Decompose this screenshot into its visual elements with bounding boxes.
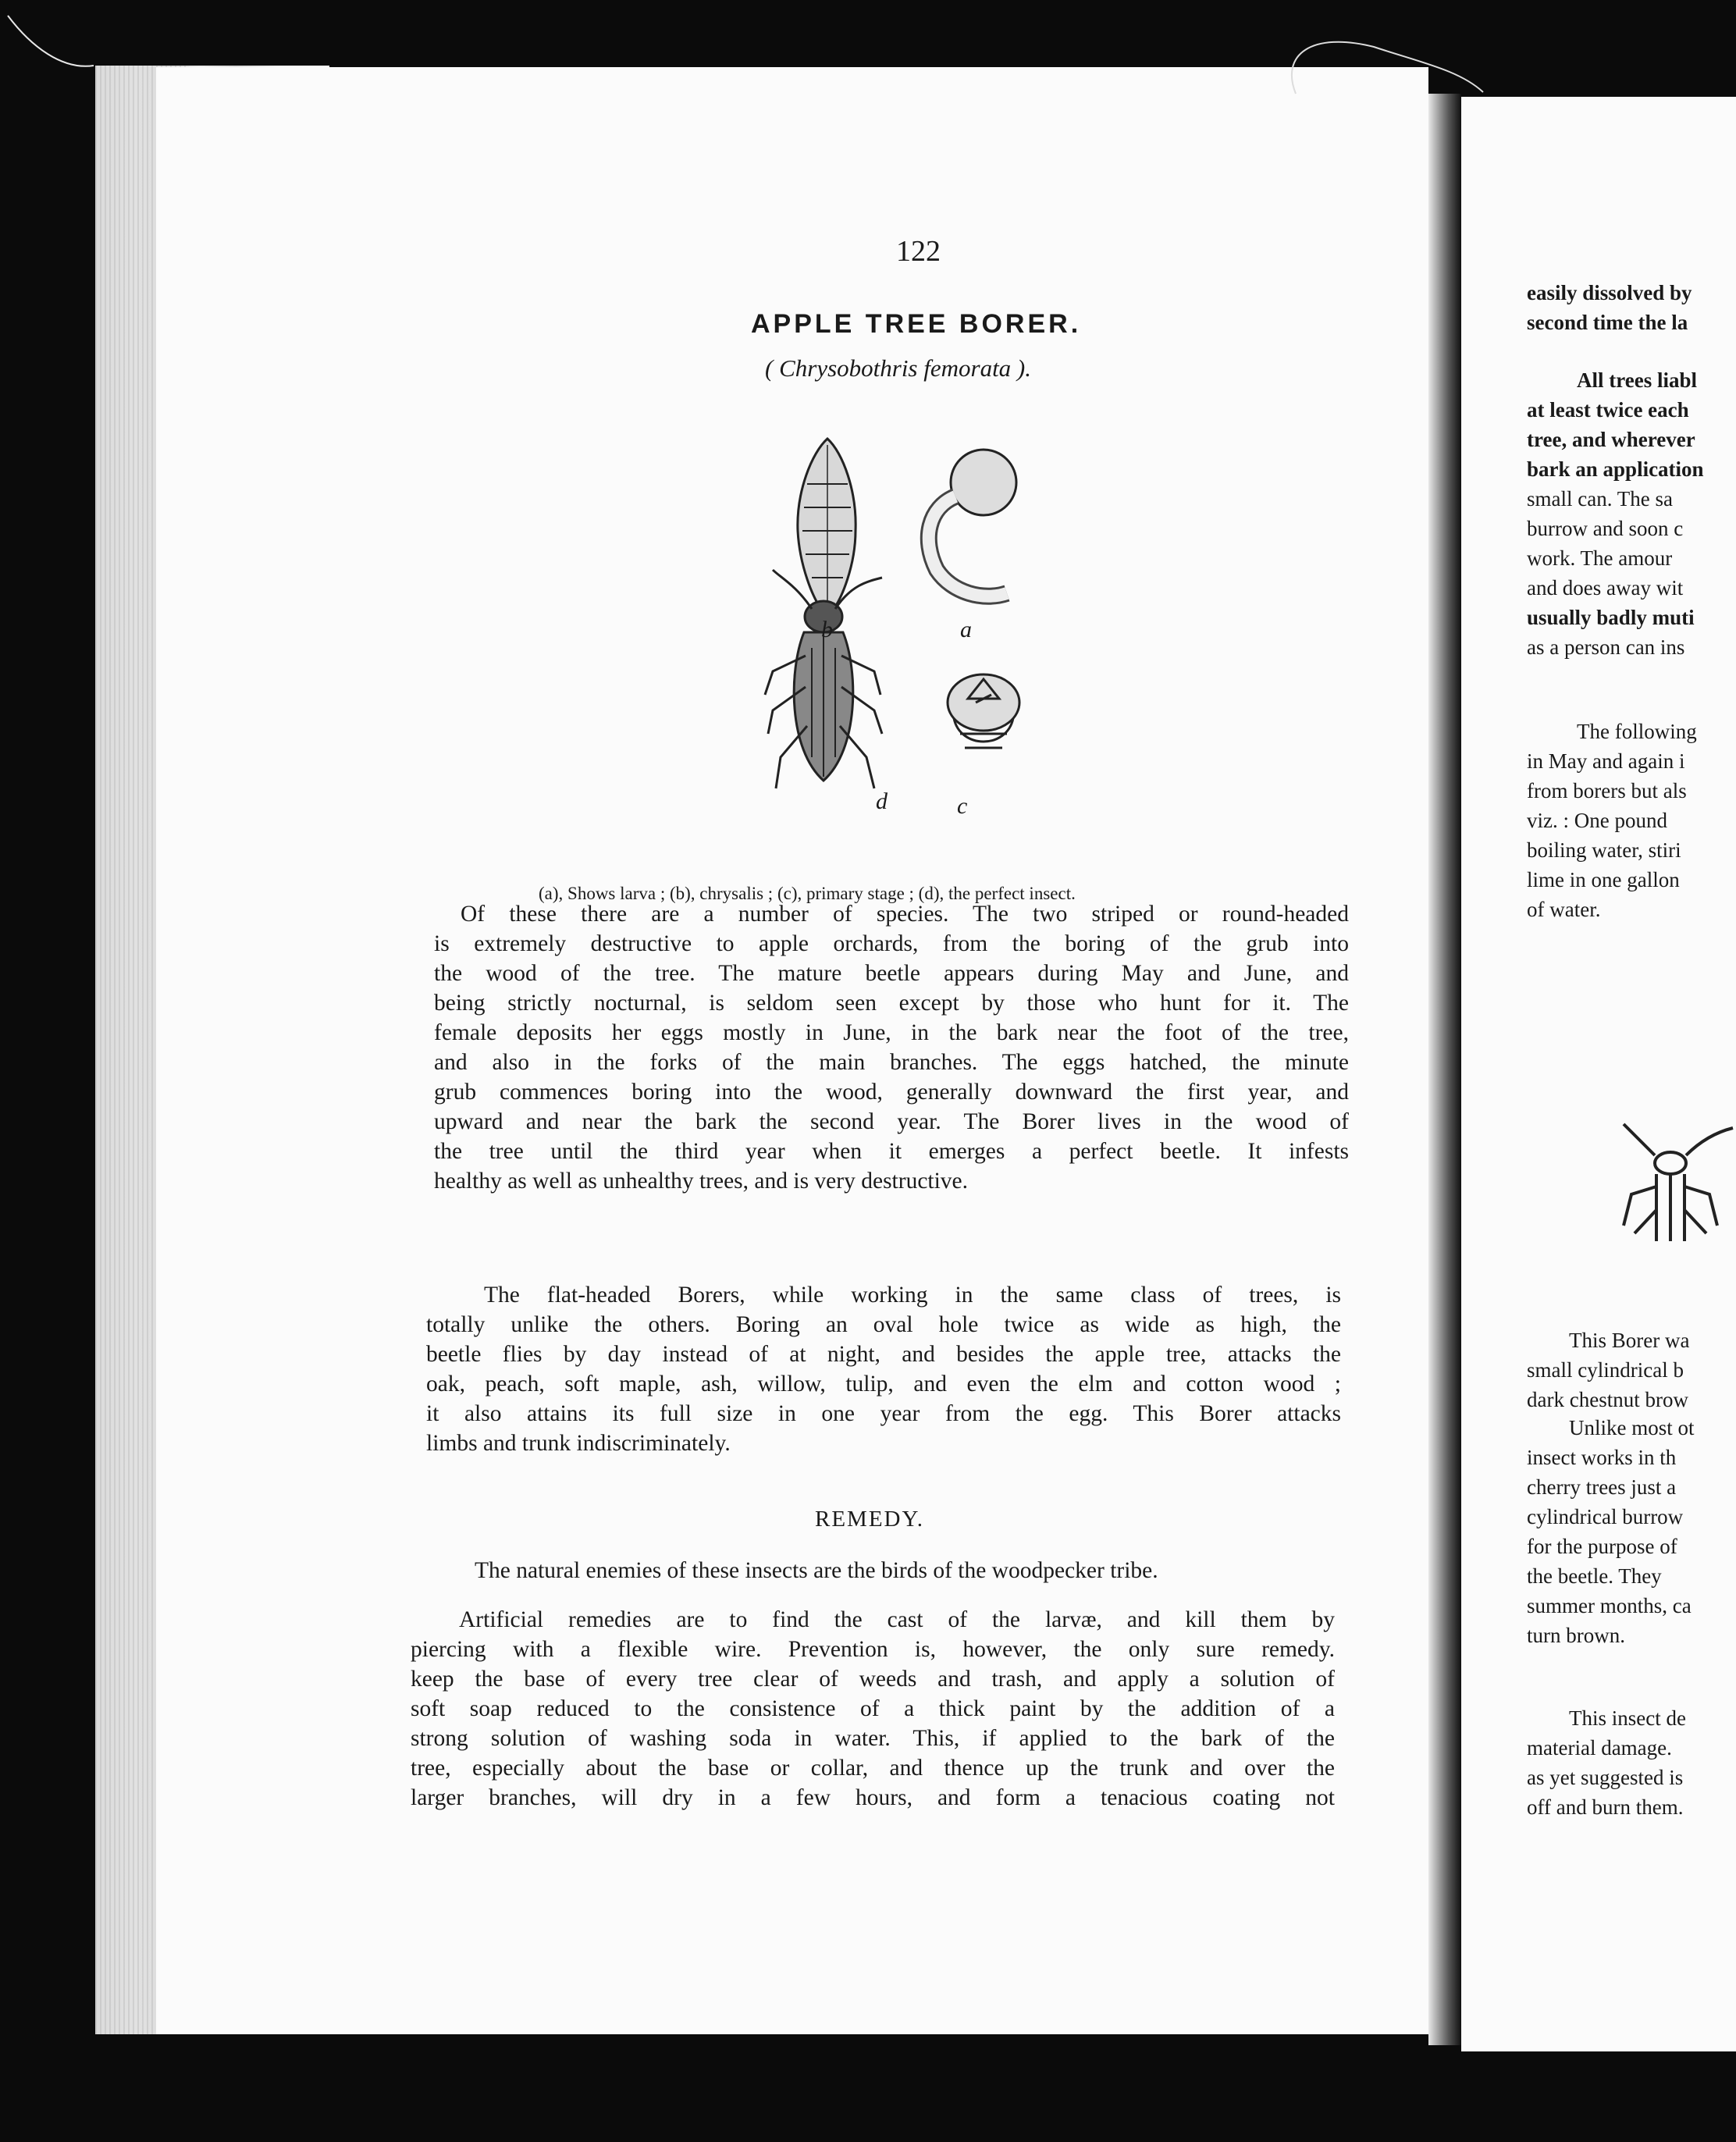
right-block-4 (1527, 1325, 1689, 1414)
text-line: piercing with a flexible wire. Prevention is, however, the only sure remedy. (411, 1637, 1335, 1662)
thread-decoration (0, 0, 1736, 156)
remedy-heading: REMEDY. (815, 1507, 924, 1532)
text-line: from borers but als (1527, 779, 1687, 802)
larva-figure (929, 450, 1016, 596)
right-block-1 (1527, 278, 1692, 337)
text-line: as a person can ins (1527, 635, 1685, 659)
small-beetle-illustration (1608, 1108, 1736, 1257)
text-line: usually badly muti (1527, 606, 1695, 629)
text-line: dark chestnut brow (1527, 1388, 1688, 1411)
text-line: female deposits her eggs mostly in June, in the bark near the foot of the tree, (434, 1020, 1349, 1045)
text-line: material damage. (1527, 1736, 1672, 1760)
text-line: larger branches, will dry in a few hours, and form a tenacious coating not (411, 1785, 1335, 1810)
text-line: totally unlike the others. Boring an oval hole twice as wide as high, the (426, 1312, 1341, 1337)
right-block-3 (1527, 717, 1697, 924)
remedy-paragraph-artificial (411, 1605, 1335, 1813)
figure-label-b: b (821, 617, 833, 642)
page-number: 122 (896, 235, 941, 268)
text-line: being strictly nocturnal, is seldom seen except by those who hunt for it. The (434, 991, 1349, 1016)
text-line: the wood of the tree. The mature beetle appears during May and June, and (434, 961, 1349, 986)
text-line: bark an application (1527, 457, 1704, 481)
text-line: small can. The sa (1527, 487, 1673, 511)
text-line: cherry trees just a (1527, 1475, 1677, 1499)
text-line: healthy as well as unhealthy trees, and is very destructive. (434, 1169, 969, 1194)
text-line: of water. (1527, 898, 1601, 921)
text-line: The flat-headed Borers, while working in the same class of trees, is (484, 1283, 1341, 1308)
figure-caption: (a), Shows larva ; (b), chrysalis ; (c), primary stage ; (d), the perfect insect. (539, 884, 1076, 903)
text-line: work. The amour (1527, 546, 1673, 570)
text-line: for the purpose of (1527, 1535, 1677, 1558)
book-gutter (1428, 94, 1461, 2045)
text-line: boiling water, stiri (1527, 838, 1681, 862)
text-line: small cylindrical b (1527, 1358, 1684, 1382)
text-line: turn brown. (1527, 1624, 1625, 1647)
text-line: This Borer wa (1569, 1329, 1690, 1352)
text-line: the tree until the third year when it emerges a perfect beetle. It infests (434, 1139, 1349, 1164)
text-line: burrow and soon c (1527, 517, 1684, 540)
figure-label-d: d (876, 788, 888, 814)
chrysalis-figure (798, 439, 856, 617)
text-line: second time the la (1527, 311, 1688, 334)
primary-stage-figure (948, 674, 1019, 748)
insect-illustration (749, 422, 1077, 843)
text-line: tree, especially about the base or collar, and thence up the trunk and over the (411, 1756, 1335, 1781)
text-line: soft soap reduced to the consistence of a thick paint by the addition of a (411, 1696, 1335, 1721)
text-line: The following (1577, 720, 1697, 743)
text-line: Of these there are a number of species. The two striped or round-headed (461, 902, 1349, 927)
text-line: and does away wit (1527, 576, 1684, 600)
beetle-figure (765, 570, 882, 788)
text-line: oak, peach, soft maple, ash, willow, tulip, and even the elm and cotton wood ; (426, 1372, 1341, 1397)
text-line: at least twice each (1527, 398, 1689, 422)
text-line: and also in the forks of the main branches. The eggs hatched, the minute (434, 1050, 1349, 1075)
article-title: APPLE TREE BORER. (751, 309, 1082, 339)
text-line: Artificial remedies are to find the cast of the larvæ, and kill them by (459, 1607, 1335, 1632)
text-line: off and burn them. (1527, 1795, 1684, 1819)
text-line: strong solution of washing soda in water. This, if applied to the bark of the (411, 1726, 1335, 1751)
figure-label-c: c (957, 793, 968, 819)
remedy-paragraph-enemies: The natural enemies of these insects are the birds of the woodpecker tribe. (475, 1558, 1158, 1583)
text-line: it also attains its full size in one year from the egg. This Borer attacks (426, 1401, 1341, 1426)
text-line: tree, and wherever (1527, 428, 1695, 451)
text-line: viz. : One pound (1527, 809, 1667, 832)
text-line: limbs and trunk indiscriminately. (426, 1431, 731, 1456)
text-line: is extremely destructive to apple orchards, from the boring of the grub into (434, 931, 1349, 956)
right-block-2 (1527, 365, 1704, 662)
right-block-5 (1527, 1413, 1695, 1650)
text-line: summer months, ca (1527, 1594, 1692, 1617)
text-line: as yet suggested is (1527, 1766, 1684, 1789)
text-line: cylindrical burrow (1527, 1505, 1684, 1528)
text-line: lime in one gallon (1527, 868, 1680, 891)
text-line: This insect de (1569, 1706, 1686, 1730)
text-line: the beetle. They (1527, 1564, 1662, 1588)
paragraph-species (434, 899, 1349, 1196)
figure-label-a: a (960, 617, 972, 642)
paragraph-flat-headed (426, 1280, 1341, 1458)
text-line: Unlike most ot (1569, 1416, 1695, 1439)
text-line: insect works in th (1527, 1446, 1677, 1469)
species-name: ( Chrysobothris femorata ). (765, 354, 1031, 382)
text-line: beetle flies by day instead of at night, and besides the apple tree, attacks the (426, 1342, 1341, 1367)
text-line: upward and near the bark the second year. The Borer lives in the wood of (434, 1109, 1349, 1134)
text-line: keep the base of every tree clear of weeds and trash, and apply a solution of (411, 1667, 1335, 1692)
text-line: All trees liabl (1577, 368, 1697, 392)
text-line: in May and again i (1527, 749, 1685, 773)
text-line: grub commences boring into the wood, generally downward the first year, and (434, 1080, 1349, 1105)
right-block-6 (1527, 1703, 1686, 1822)
text-line: easily dissolved by (1527, 281, 1692, 304)
